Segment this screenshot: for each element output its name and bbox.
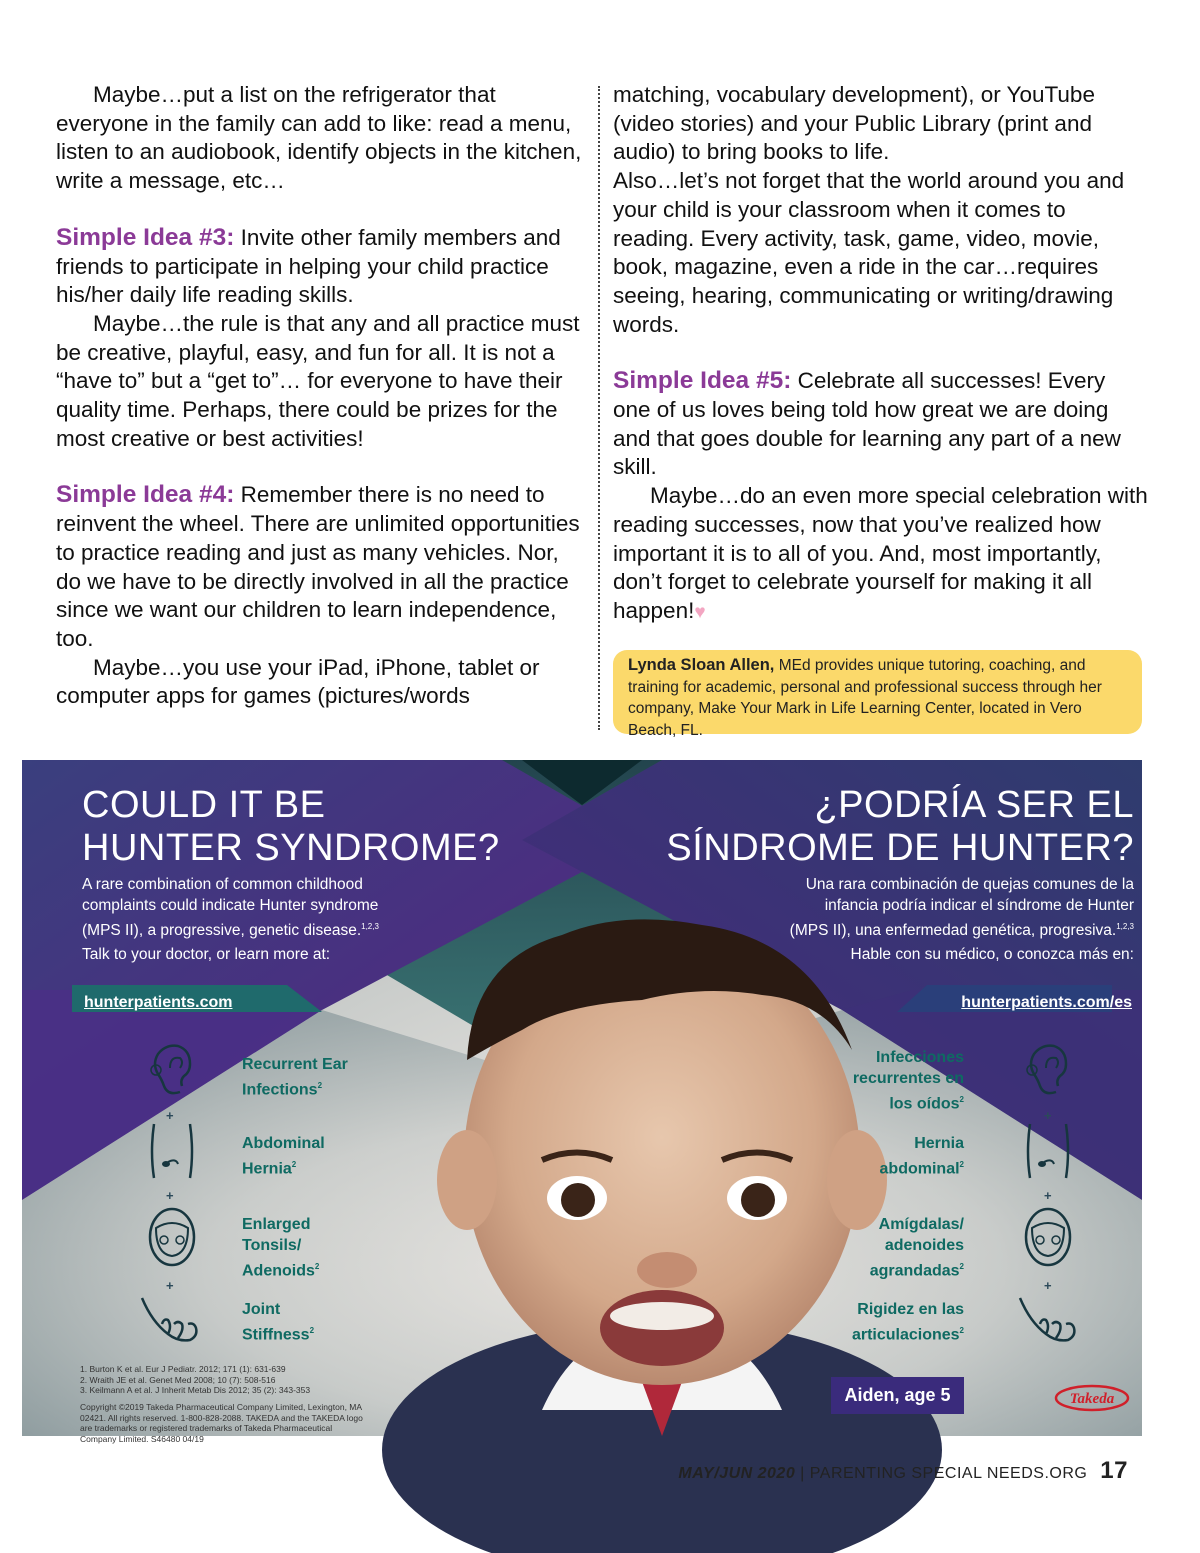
es-talk: Hable con su médico, o conozca más en: xyxy=(850,946,1134,963)
idea-text: Invite other family members and friends to participate in helping your child practice his/her daily life reading skills. xyxy=(56,224,561,308)
abdomen-icon xyxy=(146,1122,198,1180)
plus-sign: + xyxy=(166,1188,174,1203)
symptom-es-hernia: Hernia abdominal$^2$ xyxy=(879,1135,964,1178)
plus-sign: + xyxy=(166,1278,174,1293)
paragraph: Maybe…do an even more special celebration with reading successes, now that you’ve realized how important it is to all of you. And, most importantly, don’t forget to celebrate yourself for making it all happen!♥ xyxy=(613,483,1148,623)
paragraph: matching, vocabulary development), or YouTube (video stories) and your Public Library (print and audio) to bring books to life. xyxy=(613,82,1095,165)
symptom-es-tonsils: Amígdalas/ adenoides agrandadas$^2$ xyxy=(869,1216,964,1280)
symptom-en-joint: Joint Stiffness$^2$ xyxy=(242,1301,315,1344)
references: 1. Burton K et al. Eur J Pediatr. 2012; 171 (1): 631-639 2. Wraith JE et al. Genet Med 2008; 10 (7): 508-516 3. Keilmann A et al. J Inherit Metab Dis 2012; 35 (2): 343-353 xyxy=(80,1364,311,1395)
author-bio-text: MEd provides unique tutoring, coaching, and training for academic, personal and professional success through her company, Make Your Mark in Life Learning Center, located in Vero Beach, FL. xyxy=(628,657,1102,739)
issue-date: MAY/JUN 2020 xyxy=(678,1465,796,1482)
plus-sign: + xyxy=(1044,1188,1052,1203)
idea-heading: Simple Idea #5: xyxy=(613,367,792,395)
svg-text:Takeda: Takeda xyxy=(1069,1391,1115,1407)
paragraph: Maybe…put a list on the refrigerator that everyone in the family can add to like: read a menu, listen to an audiobook, identify objects in the kitchen, write a message, etc… xyxy=(56,82,582,194)
paragraph: Maybe…the rule is that any and all practice must be creative, playful, easy, and fun for all. It is not a “have to” but a “get to”… for everyone to have their quality time. Perhaps, there could be prizes for the most creative or best activities! xyxy=(56,310,580,451)
symptom-es-joint: Rigidez en las articulaciones$^2$ xyxy=(851,1301,964,1344)
symptom-en-ear: Recurrent Ear Infections$^2$ xyxy=(242,1056,348,1099)
copyright: Copyright ©2019 Takeda Pharmaceutical Company Limited, Lexington, MA 02421. All rights reserved. 1-800-828-2088. TAKEDA and the TAKEDA logo are trademarks or registered trademarks of Takeda Pharmaceutical Company Limited. S46480 04/19 xyxy=(80,1402,363,1444)
plus-sign: + xyxy=(1044,1108,1052,1123)
footer-separator: | xyxy=(800,1465,805,1482)
page-footer xyxy=(678,1457,1128,1485)
takeda-logo xyxy=(1054,1384,1130,1412)
symptom-en-tonsils: Enlarged Tonsils/ Adenoids$^2$ xyxy=(242,1216,320,1280)
en-title: COULD IT BE HUNTER SYNDROME? xyxy=(82,784,500,869)
tonsils-icon xyxy=(146,1206,198,1268)
plus-sign: + xyxy=(1044,1278,1052,1293)
hand-joint-icon xyxy=(138,1294,202,1350)
idea-4 xyxy=(56,481,586,653)
hunter-syndrome-ad xyxy=(22,760,1142,1444)
idea-3 xyxy=(56,224,586,310)
en-talk: Talk to your doctor, or learn more at: xyxy=(82,946,331,963)
heart-icon: ♥ xyxy=(694,601,706,623)
page-number: 17 xyxy=(1100,1457,1128,1484)
author-bio xyxy=(613,650,1142,739)
article-column-right xyxy=(613,81,1148,628)
paragraph: Also…let’s not forget that the world around you and your child is your classroom when it comes to reading. Every activity, task, game, video, movie, book, magazine, even a ride in the car…requires seeing, hearing, communicating or writing/drawing words. xyxy=(613,168,1125,337)
column-divider xyxy=(598,86,600,730)
es-subtitle: Una rara combinación de quejas comunes de la infancia podría indicar el síndrome de Hunter (MPS II), una enfermedad genética, progresiva.$^{1,2,3}$ xyxy=(789,876,1134,940)
idea-text: Remember there is no need to reinvent the wheel. There are unlimited opportunities to practice reading and just as many vehicles. Nor, do we have to be directly involved in all the practice since we want our children to learn independence, too. xyxy=(56,482,580,651)
idea-5 xyxy=(613,367,1148,482)
es-title: ¿PODRÍA SER EL SÍNDROME DE HUNTER? xyxy=(666,784,1134,869)
ear-icon xyxy=(1026,1042,1070,1098)
article-column-left xyxy=(56,81,586,711)
author-name: Lynda Sloan Allen, xyxy=(628,656,775,674)
symptom-en-hernia: Abdominal Hernia$^2$ xyxy=(242,1135,325,1178)
plus-sign: + xyxy=(166,1108,174,1123)
idea-heading: Simple Idea #3: xyxy=(56,223,235,251)
hand-joint-icon xyxy=(1016,1294,1080,1350)
paragraph: Maybe…you use your iPad, iPhone, tablet or computer apps for games (pictures/words xyxy=(56,654,540,709)
en-url-link[interactable]: hunterpatients.com xyxy=(84,994,233,1011)
en-subtitle: A rare combination of common childhood complaints could indicate Hunter syndrome (MPS II), a progressive, genetic disease.$^{1,2,3}$ xyxy=(82,876,379,940)
tonsils-icon xyxy=(1022,1206,1074,1268)
es-url-link[interactable]: hunterpatients.com/es xyxy=(961,994,1132,1011)
idea-heading: Simple Idea #4: xyxy=(56,481,235,509)
idea-text: Celebrate all successes! Every one of us loves being told how great we are doing and that goes double for learning any part of a new skill. xyxy=(613,368,1121,480)
photo-caption-badge: Aiden, age 5 xyxy=(831,1377,964,1414)
abdomen-icon xyxy=(1022,1122,1074,1180)
symptom-es-ear: Infecciones recurrentes en los oídos$^2$ xyxy=(852,1049,964,1113)
ear-icon xyxy=(150,1042,194,1098)
site-name: PARENTING SPECIAL NEEDS.ORG xyxy=(809,1465,1088,1482)
